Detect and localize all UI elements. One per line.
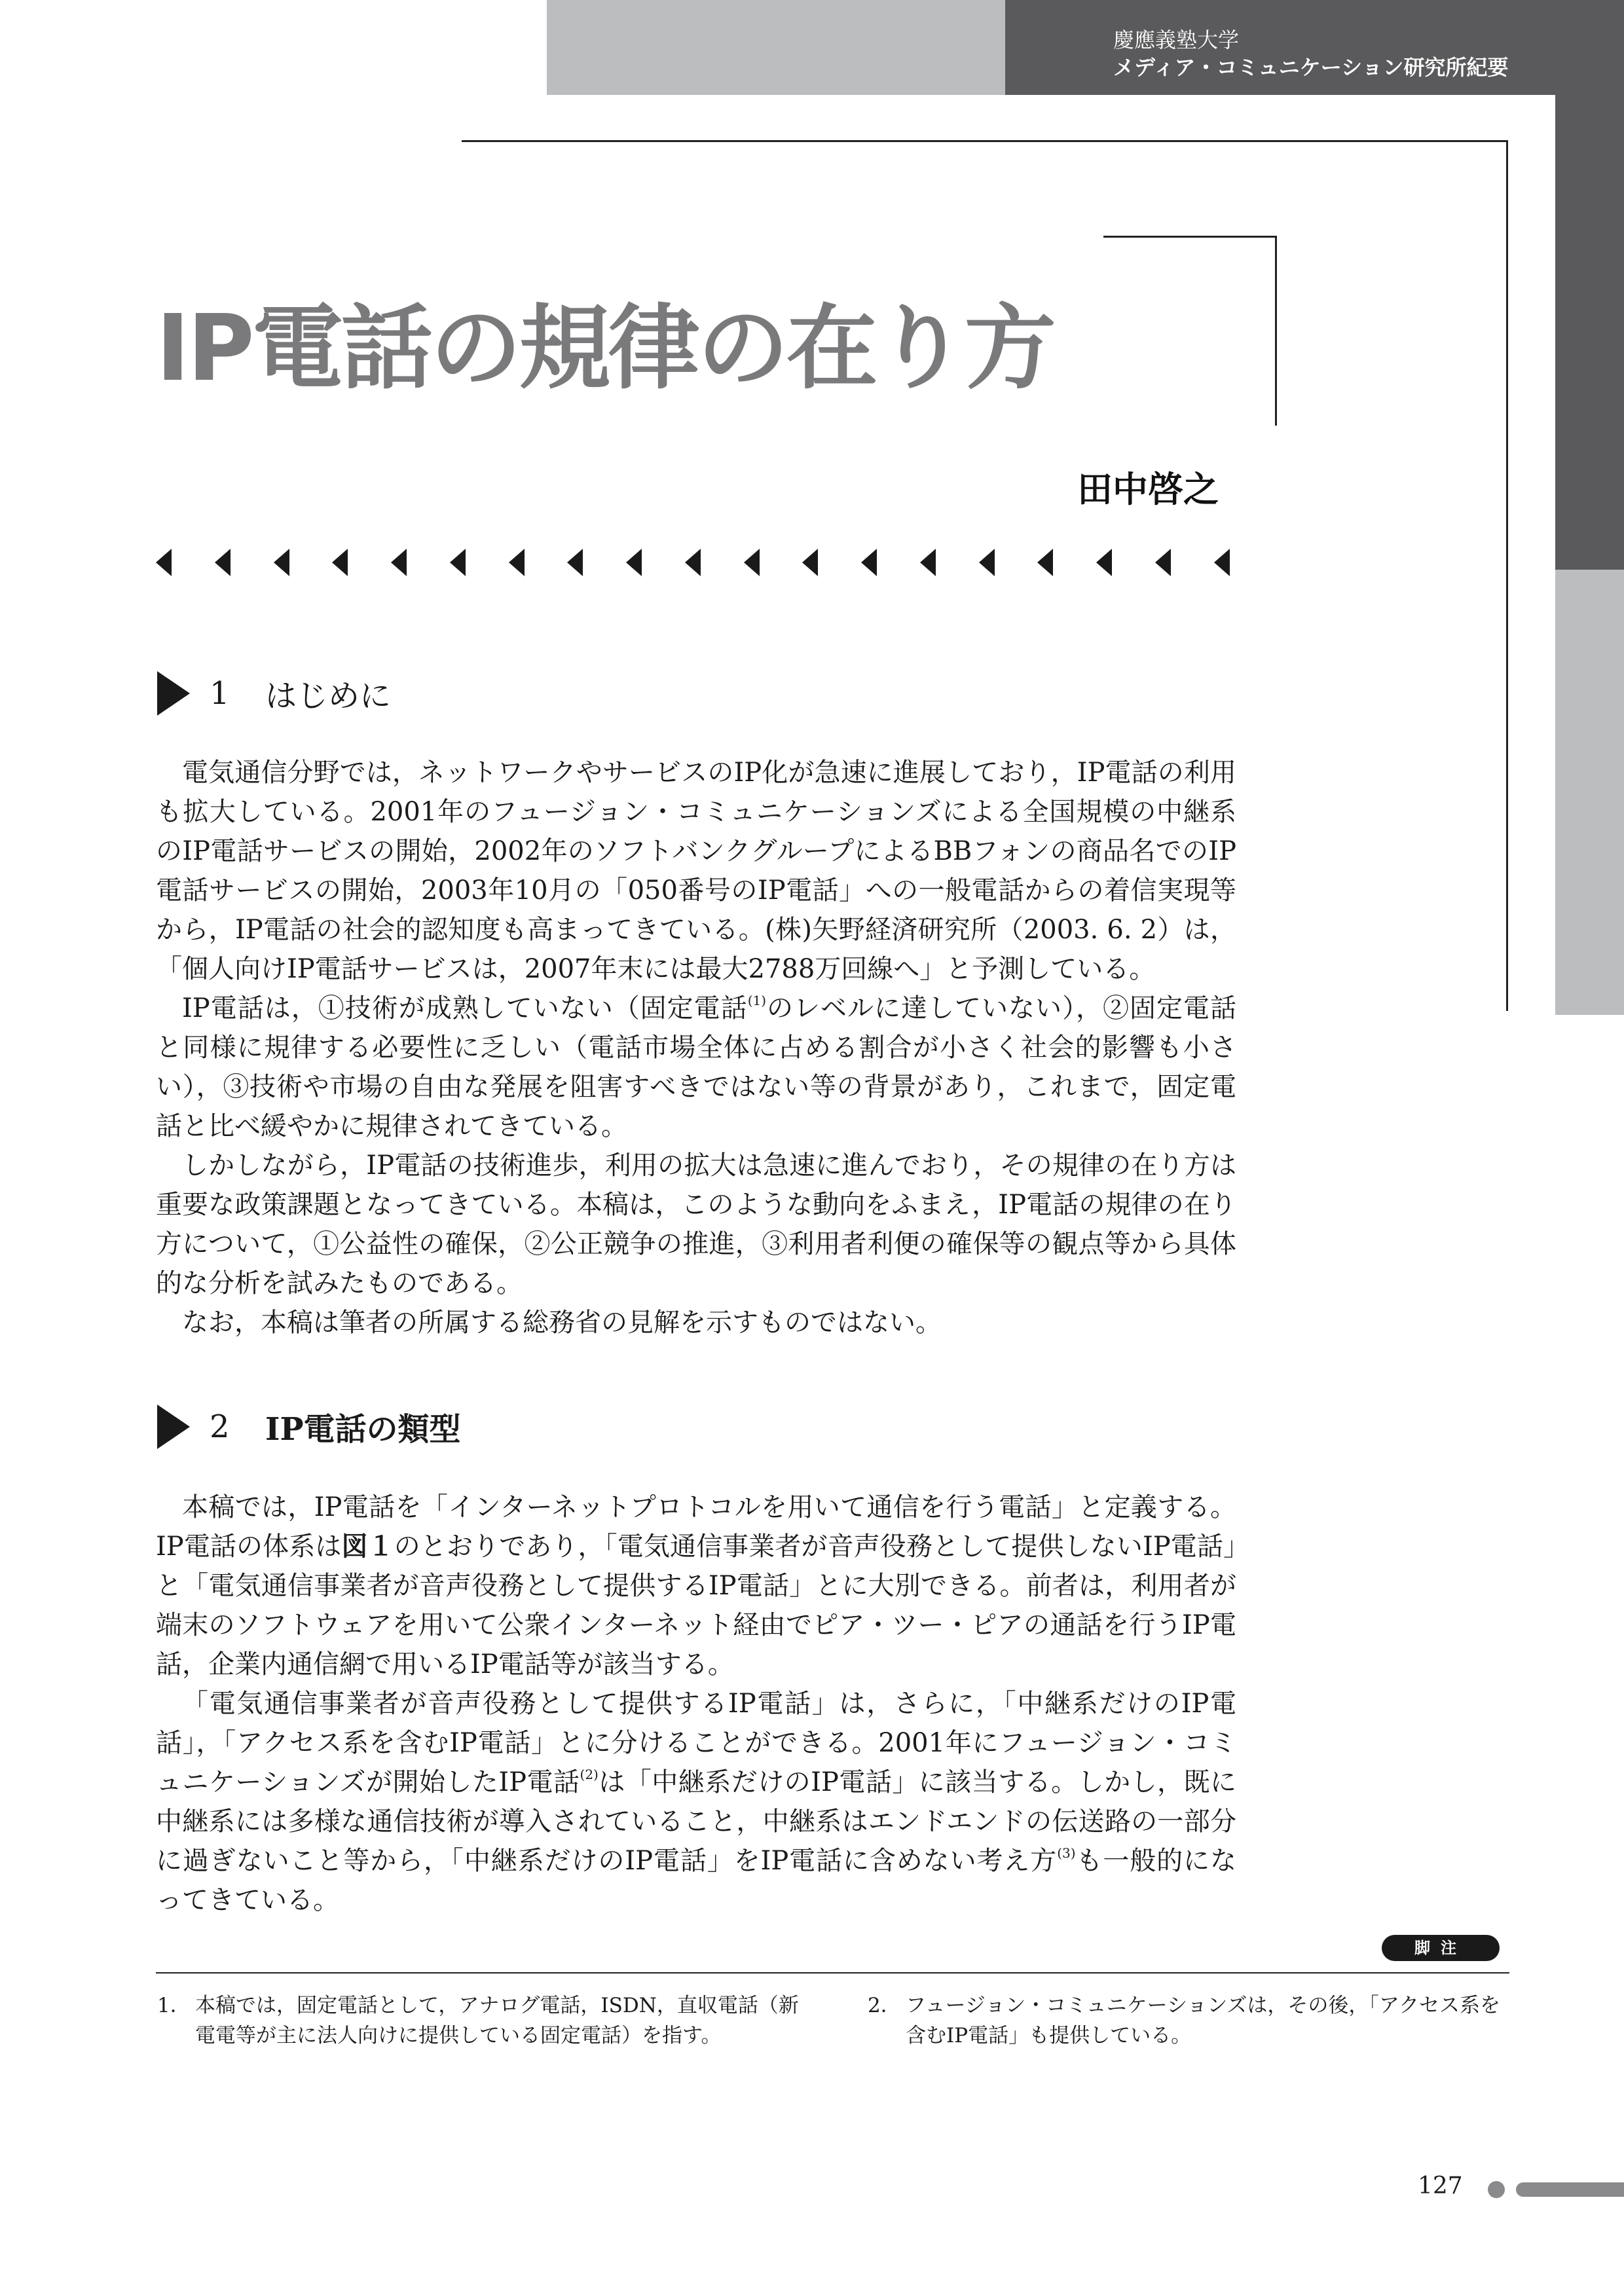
- section-heading-1: [157, 670, 391, 716]
- figure-ref[interactable]: 図１: [341, 1532, 394, 1562]
- triangle-left-icon: [626, 549, 642, 576]
- paragraph: [156, 1684, 1236, 1920]
- footnote-ref: (3): [1057, 1845, 1076, 1861]
- footnote-text: フュージョン・コミュニケーションズは，その後，「アクセス系を含むIP電話」も提供している。: [906, 1994, 1500, 2047]
- section-title: IP電話の類型: [265, 1411, 461, 1448]
- triangle-right-icon: [157, 1405, 190, 1449]
- paragraph: なお，本稿は筆者の所属する総務省の見解を示すものではない。: [182, 1308, 942, 1338]
- side-bar-dark: [1555, 95, 1624, 570]
- paragraph: [156, 1488, 1236, 1684]
- triangle-left-icon: [861, 549, 877, 576]
- footnote-ref: (2): [580, 1767, 599, 1782]
- page-dot: [1488, 2181, 1505, 2198]
- journal-university: 慶應義塾大学: [1113, 28, 1240, 52]
- triangle-left-icon: [567, 549, 583, 576]
- paragraph-text: のとおりであり，「電気通信事業者が音声役務として提供しないIP電話」と「電気通信事業者が音声役務として提供するIP電話」とに大別できる。前者は，利用者が端末のソフトウェアを用いて公衆インターネット経由でピア・ツー・ピアの通話を行うIP電話，企業内通信網で用いるIP電話等が該当する。: [156, 1532, 1237, 1680]
- paragraph: [156, 989, 1236, 1146]
- section-number: 1: [210, 674, 230, 712]
- triangle-left-icon: [802, 549, 818, 576]
- section-2-body: [156, 1488, 1236, 1920]
- page-bar: [1516, 2182, 1624, 2197]
- footnote-label: 脚注: [1382, 1935, 1500, 1961]
- section-number: 2: [210, 1408, 230, 1445]
- journal-header: [1113, 26, 1509, 81]
- article-title: IP電話の規律の在り方: [156, 295, 1054, 402]
- journal-name: メディア・コミュニケーション研究所紀要: [1113, 55, 1509, 80]
- paragraph: しかしながら，IP電話の技術進歩，利用の拡大は急速に進んでおり，その規律の在り方は重要な政策課題となってきている。本稿は，このような動向をふまえ，IP電話の規律の在り方について，①公益性の確保，②公正競争の推進，③利用者利便の確保等の観点等から具体的な分析を試みたものである。: [156, 1150, 1236, 1298]
- triangle-left-icon: [1214, 549, 1230, 576]
- section-1-body: [156, 753, 1236, 1342]
- section-title: はじめに: [265, 678, 392, 714]
- paragraph-text: のレベルに達していない），②固定電話と同様に規律する必要性に乏しい（電話市場全体に占める割合が小さく社会的影響も小さい），③技術や市場の自由な発展を阻害すべきではない等の背景があり，これまで，固定電話と比べ緩やかに規律されてきている。: [156, 993, 1237, 1141]
- triangle-left-icon: [274, 549, 289, 576]
- frame-rule-right: [1506, 140, 1508, 1011]
- triangle-left-icon: [979, 549, 995, 576]
- paragraph-text: IP電話は，①技術が成熟していない（固定電話: [182, 993, 748, 1023]
- triangle-left-icon: [509, 549, 525, 576]
- triangle-divider: [156, 549, 1230, 580]
- footnote-text: 本稿では，固定電話として，アナログ電話，ISDN，直収電話（新電電等が主に法人向けに提供している固定電話）を指す。: [195, 1994, 799, 2047]
- triangle-left-icon: [920, 549, 936, 576]
- triangle-left-icon: [1155, 549, 1171, 576]
- triangle-left-icon: [450, 549, 466, 576]
- triangle-left-icon: [1037, 549, 1053, 576]
- page-number: 127: [1418, 2173, 1463, 2199]
- paragraph-text: は「中継系だけのIP電話」に該当する。しかし，既に中継系には多様な通信技術が導入されていること，中継系はエンドエンドの伝送路の一部分に過ぎないこと等から，「中継系だけのIP電話」をIP電話に含めない考え方: [156, 1767, 1236, 1876]
- footnote-ref: (1): [747, 993, 767, 1008]
- footnote-number: 2．: [868, 1994, 901, 2017]
- header-band-light: [547, 0, 1005, 95]
- title-bracket-vertical: [1275, 236, 1277, 426]
- triangle-left-icon: [744, 549, 760, 576]
- paragraph-text: 本稿では，IP電話を「インターネットプロトコルを用いて通信を行う電話」と定義する。IP電話の体系は: [156, 1492, 1236, 1562]
- paragraph-text: 「電気通信事業者が音声役務として提供するIP電話」は，さらに，「中継系だけのIP電話」，「アクセス系を含むIP電話」とに分けることができる。2001年にフュージョン・コミュニケーションズが開始したIP電話: [156, 1689, 1236, 1797]
- triangle-left-icon: [391, 549, 407, 576]
- triangle-left-icon: [215, 549, 231, 576]
- triangle-left-icon: [1096, 549, 1112, 576]
- triangle-left-icon: [685, 549, 701, 576]
- paragraph-text: も一般的になってきている。: [156, 1846, 1236, 1915]
- footnote-2: [868, 1991, 1513, 2051]
- footnote-rule: [156, 1972, 1509, 1974]
- footnote-1: [157, 1991, 812, 2051]
- triangle-right-icon: [157, 671, 190, 716]
- paragraph: 電気通信分野では，ネットワークやサービスのIP化が急速に進展しており，IP電話の利用も拡大している。2001年のフュージョン・コミュニケーションズによる全国規模の中継系のIP電話サービスの開始，2002年のソフトバンクグループによるBBフォンの商品名でのIP電話サービスの開始，2003年10月の「050番号のIP電話」への一般電話からの着信実現等から，IP電話の社会的認知度も高まってきている。(株)矢野経済研究所（2003. 6. 2）は，「個人向けIP電話サービスは，2007年末には最大2788万回線へ」と予測している。: [156, 758, 1236, 984]
- triangle-left-icon: [332, 549, 348, 576]
- title-bracket-horizontal: [1103, 236, 1277, 238]
- section-heading-2: [157, 1404, 461, 1449]
- article-author: 田中啓之: [1077, 469, 1219, 510]
- frame-rule-top: [462, 140, 1508, 142]
- footnote-number: 1．: [157, 1994, 191, 2017]
- triangle-left-icon: [156, 549, 172, 576]
- side-bar-light: [1555, 570, 1624, 1015]
